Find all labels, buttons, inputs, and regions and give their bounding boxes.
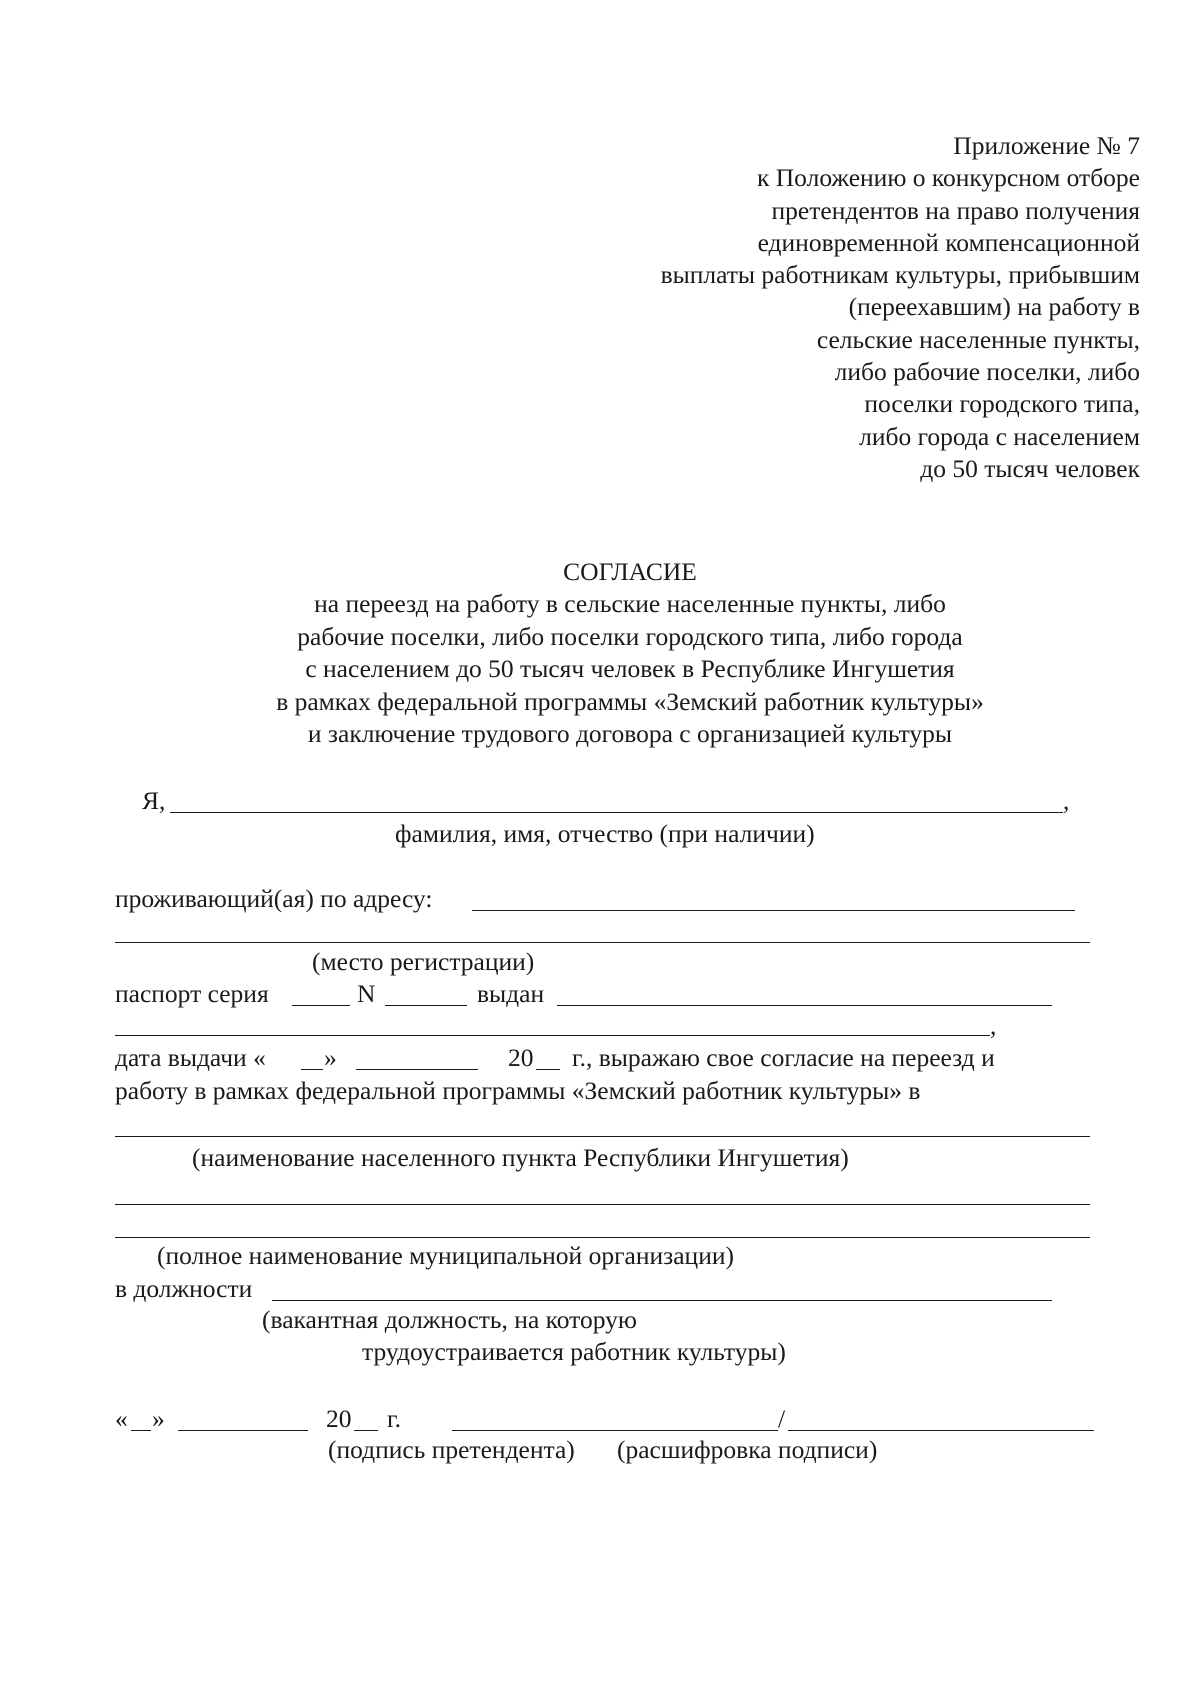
appendix-line: (переехавшим) на работу в — [848, 292, 1140, 322]
position-label: в должности — [115, 1274, 253, 1303]
position-caption-2: трудоустраивается работник культуры) — [362, 1337, 786, 1366]
signature-slash: / — [778, 1404, 786, 1433]
issue-date-close: » — [324, 1043, 337, 1072]
issued-comma: , — [990, 1011, 997, 1040]
fio-field[interactable] — [170, 812, 1063, 813]
appendix-line: до 50 тысяч человек — [920, 453, 1140, 483]
address-label: проживающий(ая) по адресу: — [115, 884, 433, 913]
sign-date-close: » — [152, 1404, 165, 1433]
appendix-header — [560, 130, 1140, 485]
issue-year-prefix: 20 — [508, 1043, 534, 1072]
consent-text-1: г., выражаю свое согласие на переезд и — [572, 1043, 995, 1072]
address-field-continued[interactable] — [115, 942, 1090, 943]
document-title-block — [100, 556, 1160, 750]
appendix-line: сельские населенные пункты, — [816, 324, 1140, 354]
appendix-line: либо города с населением — [859, 421, 1140, 451]
consent-text-2: работу в рамках федеральной программы «Земский работник культуры» в — [115, 1076, 921, 1105]
signature-field[interactable] — [452, 1430, 778, 1431]
signature-caption: (подпись претендента) — [328, 1435, 575, 1464]
address-field[interactable] — [472, 910, 1075, 911]
title-line: на переезд на работу в сельские населенные пункты, либо — [314, 589, 946, 619]
fio-caption: фамилия, имя, отчество (при наличии) — [395, 819, 815, 848]
organization-field-continued[interactable] — [115, 1237, 1090, 1238]
issue-year-field[interactable] — [536, 1069, 560, 1070]
organization-field[interactable] — [115, 1204, 1090, 1205]
issued-label: выдан — [477, 979, 545, 1008]
sign-year-field[interactable] — [354, 1430, 378, 1431]
position-field[interactable] — [272, 1300, 1052, 1301]
passport-number-label: N — [357, 979, 376, 1008]
sign-year-suffix: г. — [387, 1404, 401, 1433]
signature-decoding-caption: (расшифровка подписи) — [617, 1435, 878, 1464]
title-line: и заключение трудового договора с организацией культуры — [307, 719, 953, 749]
position-caption-1: (вакантная должность, на которую — [262, 1305, 637, 1334]
appendix-line: Приложение № 7 — [953, 131, 1140, 160]
issued-by-field[interactable] — [557, 1005, 1052, 1006]
title-line: с населением до 50 тысяч человек в Республике Ингушетия — [305, 654, 955, 684]
title-line: рабочие поселки, либо поселки городского типа, либо города — [297, 621, 963, 651]
passport-series-field[interactable] — [292, 1005, 350, 1006]
issue-month-field[interactable] — [356, 1069, 478, 1070]
issued-by-field-continued[interactable] — [115, 1035, 990, 1036]
appendix-line: единовременной компенсационной — [757, 227, 1140, 257]
sign-month-field[interactable] — [178, 1430, 308, 1431]
sign-year-prefix: 20 — [326, 1404, 352, 1433]
settlement-caption: (наименование населенного пункта Республики Ингушетия) — [192, 1143, 849, 1172]
appendix-line: выплаты работникам культуры, прибывшим — [660, 260, 1140, 290]
sign-day-field[interactable] — [131, 1430, 151, 1431]
appendix-line: к Положению о конкурсном отборе — [757, 163, 1140, 193]
passport-series-label: паспорт серия — [115, 979, 269, 1008]
document-heading: СОГЛАСИЕ — [563, 557, 697, 586]
appendix-line: либо рабочие поселки, либо — [834, 357, 1140, 387]
settlement-field[interactable] — [115, 1136, 1090, 1137]
fio-comma: , — [1063, 786, 1070, 815]
sign-date-open: « — [115, 1404, 128, 1433]
i-label: Я, — [142, 786, 166, 815]
passport-number-field[interactable] — [385, 1005, 467, 1006]
title-line: в рамках федеральной программы «Земский работник культуры» — [276, 686, 984, 716]
appendix-line: поселки городского типа, — [864, 389, 1140, 419]
registration-caption: (место регистрации) — [312, 947, 535, 976]
organization-caption: (полное наименование муниципальной организации) — [157, 1241, 734, 1270]
signature-decoding-field[interactable] — [788, 1430, 1094, 1431]
issue-date-label: дата выдачи « — [115, 1043, 266, 1072]
issue-day-field[interactable] — [301, 1069, 323, 1070]
appendix-line: претендентов на право получения — [771, 195, 1140, 225]
